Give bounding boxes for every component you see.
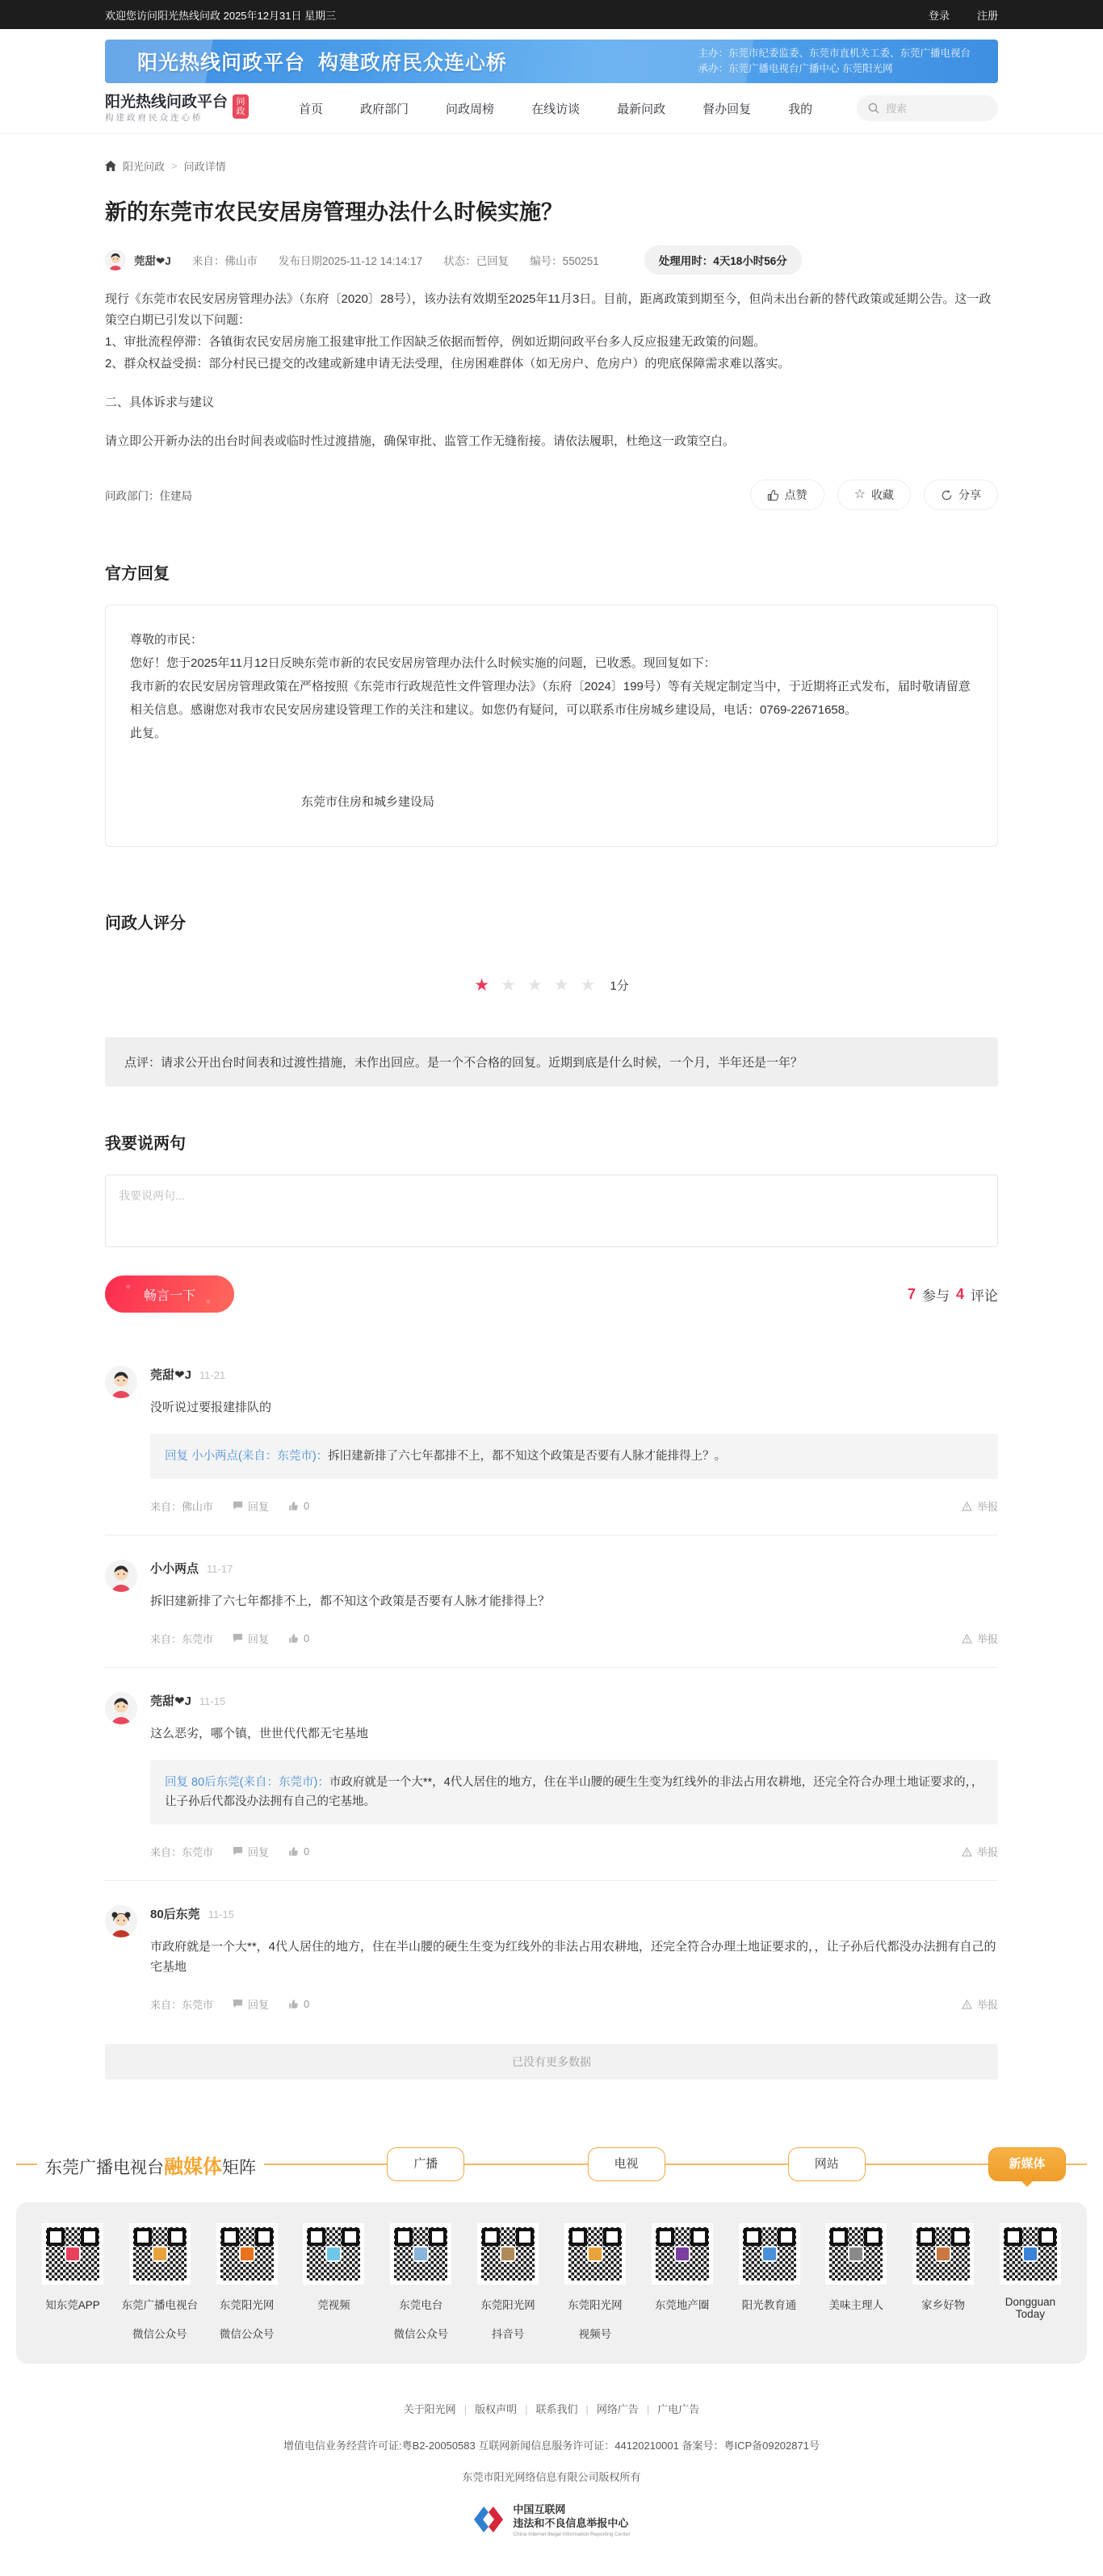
- post-body: [105, 289, 998, 452]
- comment-quote: 回复 小小两点(来自：东莞市)：拆旧建新排了六七年都排不上，都不知这个政策是否要有人脉才能排得上？。: [150, 1434, 998, 1479]
- thumb-up-icon: [288, 1633, 299, 1644]
- post-paragraph: 1、审批流程停滞：各镇街农民安居房施工报建审批工作因缺乏依据而暂停，例如近期问政平台多人反应报建无政策的问题。: [105, 335, 766, 349]
- footer-link-copyright-notice[interactable]: | 版权声明: [456, 2401, 517, 2416]
- divider: [665, 2163, 788, 2165]
- comments-label: 评论: [971, 1288, 998, 1304]
- comment-date: 11-15: [199, 1695, 226, 1707]
- thumb-up-icon: [288, 1501, 299, 1511]
- nav-item-home[interactable]: 首页: [299, 102, 324, 116]
- footer-link-web-ads[interactable]: | 网络广告: [578, 2401, 639, 2416]
- star-outline-icon: ☆: [853, 488, 866, 501]
- nav-item-supervised-replies[interactable]: 督办回复: [702, 102, 752, 116]
- comment-text: 这么恶劣，哪个镇，世世代代都无宅基地: [150, 1727, 369, 1740]
- matrix-tab-radio[interactable]: 广播: [387, 2147, 464, 2181]
- comment-from: 来自：东莞市: [150, 1999, 214, 2011]
- qr-code: [42, 2223, 103, 2285]
- qr-item: 美味主理人: [816, 2223, 896, 2346]
- commenter-name: 小小两点: [150, 1562, 199, 1576]
- qr-item: 家乡好物: [903, 2223, 983, 2346]
- commenter-avatar: [105, 1692, 137, 1724]
- report-center-logo-icon: [472, 2502, 505, 2537]
- logo-title: 阳光热线问政平台: [105, 93, 229, 111]
- footer-link-contact[interactable]: | 联系我们: [517, 2401, 577, 2416]
- qr-item: 东莞阳光网 微信公众号: [207, 2223, 287, 2346]
- qr-code: [739, 2223, 800, 2285]
- footer-copyright: 东莞市阳光网络信息有限公司版权所有: [462, 2471, 641, 2483]
- matrix-tab-website[interactable]: 网站: [788, 2147, 866, 2181]
- quote-reply-link[interactable]: 回复 80后东莞(来自：东莞市)：: [165, 1776, 329, 1789]
- comment-like-button[interactable]: 0: [288, 1632, 309, 1644]
- comment-date: 11-21: [199, 1369, 226, 1381]
- comments-count: 4: [955, 1285, 964, 1302]
- qr-code: [912, 2223, 974, 2285]
- processing-duration-badge: 处理用时：4天18小时56分: [644, 245, 802, 274]
- author-avatar: [105, 249, 126, 270]
- post-paragraph: 2、群众权益受损：部分村民已提交的改建或新建申请无法受理，住房困难群体（如无房户、危房户）的兜底保障需求难以落实。: [105, 357, 791, 371]
- breadcrumb-current: 问政详情: [183, 161, 226, 173]
- register-link[interactable]: 注册: [976, 9, 998, 22]
- qr-item: 东莞地产圈: [642, 2223, 723, 2346]
- participants-label: 参与: [921, 1288, 950, 1304]
- qr-code: [390, 2223, 451, 2285]
- search-icon: [868, 103, 879, 114]
- media-matrix-title: 东莞广播电视台融媒体矩阵: [45, 2155, 256, 2178]
- breadcrumb-home[interactable]: 阳光问政: [123, 161, 166, 173]
- logo-subtitle: 构建政府民众连心桥: [105, 112, 203, 123]
- comment-stats: [908, 1284, 998, 1305]
- comment-item: [105, 1905, 998, 2033]
- report-center-line1: 中国互联网: [513, 2503, 566, 2515]
- commenter-name: 莞甜❤J: [150, 1694, 191, 1708]
- qr-code: [216, 2223, 278, 2285]
- comments-list: [105, 1366, 998, 2033]
- thumb-up-icon: [288, 1846, 299, 1857]
- post-paragraph: 现行《东莞市农民安居房管理办法》（东府〔2020〕28号），该办法有效期至2025年11月3日。目前，距离政策到期至今，但尚未出台新的替代政策或延期公告。这一政策空白期已引发以下问题：: [105, 292, 992, 327]
- rating-star: ★: [474, 976, 490, 995]
- breadcrumb-separator: >: [171, 160, 178, 172]
- matrix-tab-tv[interactable]: 电视: [588, 2147, 665, 2181]
- qr-code: [564, 2223, 626, 2285]
- rating-score-label: 1分: [610, 979, 629, 993]
- qr-item: 东莞阳光网 抖音号: [468, 2223, 548, 2346]
- comment-from: 来自：东莞市: [150, 1846, 214, 1858]
- nav-item-mine[interactable]: 我的: [788, 102, 813, 116]
- qr-item: Dongguan Today: [990, 2223, 1071, 2346]
- footer-links: [0, 2401, 1103, 2416]
- reply-line: 我市新的农民安居房管理政策在严格按照《东莞市行政规范性文件管理办法》（东府〔2024〕199号）等有关规定制定当中，于近期将正式发布，届时敬请留意相关信息。感谢您对我市农民安居房建设管理工作的关注和建议。如您仍有疑问，可以联系市住房城乡建设局，电话：0769-22671658。: [130, 680, 971, 717]
- comment-quote: 回复 80后东莞(来自：东莞市)：市政府就是一个大**，4代人居住的地方，住在半山腰的硬生生变为红线外的非法占用农耕地，还完全符合办理土地证要求的，，让子孙后代都没办法拥有自己的宅基地。: [150, 1760, 998, 1824]
- matrix-tab-new-media[interactable]: 新媒体: [988, 2147, 1066, 2181]
- qr-item: 东莞广播电视台 微信公众号: [120, 2223, 200, 2346]
- comment-item: [105, 1366, 998, 1535]
- favorite-button[interactable]: ☆ 收藏: [837, 480, 911, 510]
- post-status: 状态：已回复: [443, 255, 510, 267]
- nav-item-interviews[interactable]: 在线访谈: [531, 102, 581, 116]
- nav-item-latest[interactable]: 最新问政: [617, 102, 666, 116]
- reply-line: 尊敬的市民：: [130, 633, 203, 647]
- comment-reply-button[interactable]: 回复: [233, 1498, 269, 1514]
- comment-report-button[interactable]: 举报: [962, 1844, 998, 1859]
- commenter-avatar: [105, 1905, 137, 1937]
- divider: [1066, 2163, 1087, 2165]
- reply-bubble-icon: [233, 1633, 243, 1644]
- thumb-up-icon: [767, 489, 779, 501]
- qr-code: [1000, 2223, 1061, 2285]
- divider: [264, 2163, 387, 2165]
- author-name: 莞甜❤J: [134, 255, 171, 267]
- search-box[interactable]: [857, 95, 998, 121]
- comment-report-button[interactable]: 举报: [962, 1498, 998, 1514]
- comment-from: 来自：佛山市: [150, 1501, 214, 1513]
- post-paragraph: 请立即公开新办法的出台时间表或临时性过渡措施，确保审批、监管工作无缝衔接。请依法履职，杜绝这一政策空白。: [105, 434, 736, 448]
- share-button[interactable]: 分享: [924, 480, 998, 510]
- comment-like-button[interactable]: 0: [288, 1845, 309, 1858]
- commenter-avatar: [105, 1366, 137, 1398]
- divider: [464, 2163, 587, 2165]
- divider: [16, 2163, 37, 2165]
- qr-code: [129, 2223, 191, 2285]
- divider: [866, 2163, 988, 2165]
- report-warning-icon: [962, 2000, 972, 2009]
- post-from: 来自：佛山市: [191, 255, 258, 267]
- main-navigation: [0, 83, 1103, 134]
- commenter-avatar: [105, 1560, 137, 1592]
- footer-link-about[interactable]: 关于阳光网: [403, 2403, 456, 2415]
- comment-input[interactable]: [105, 1175, 998, 1247]
- comment-reply-button[interactable]: 回复: [233, 1844, 269, 1859]
- welcome-text: 欢迎您访问阳光热线问政 2025年12月31日 星期三: [105, 9, 337, 22]
- reply-bubble-icon: [233, 1999, 243, 2009]
- commenter-name: 80后东莞: [150, 1908, 200, 1921]
- nav-item-departments[interactable]: 政府部门: [360, 102, 409, 116]
- reply-signature: 东莞市住房和城乡建设局: [301, 795, 435, 809]
- comment-text: 拆旧建新排了六七年都排不上，都不知这个政策是否要有人脉才能排得上？: [150, 1594, 551, 1608]
- report-warning-icon: [962, 1847, 972, 1857]
- report-warning-icon: [962, 1502, 972, 1511]
- site-logo[interactable]: [105, 94, 249, 123]
- rating-stars: [105, 975, 998, 995]
- post-paragraph: 二、具体诉求与建议: [105, 396, 215, 409]
- comment-like-button[interactable]: 0: [288, 1998, 309, 2010]
- post-number: 编号：550251: [530, 255, 599, 267]
- rating-star: ★: [526, 976, 543, 995]
- qr-code: [477, 2223, 539, 2285]
- qr-code-panel: [16, 2202, 1087, 2364]
- share-icon: [941, 489, 953, 501]
- comment-report-button[interactable]: 举报: [962, 1631, 998, 1646]
- qr-item: 知东莞APP: [32, 2223, 113, 2346]
- logo-badge: 问政: [233, 94, 249, 119]
- comment-text: 市政府就是一个大**，4代人居住的地方，住在半山腰的硬生生变为红线外的非法占用农耕地，还完全符合办理土地证要求的，，让子孙后代都没办法拥有自己的宅基地: [150, 1940, 996, 1974]
- top-utility-bar: [0, 0, 1103, 29]
- reply-line: 此复。: [130, 727, 167, 740]
- comment-text: 没听说过要报建排队的: [150, 1401, 272, 1414]
- rating-heading: 问政人评分: [105, 915, 186, 932]
- qr-item: 莞视频: [293, 2223, 374, 2346]
- report-center-badge[interactable]: [0, 2502, 1103, 2576]
- official-reply-heading: 官方回复: [105, 565, 170, 583]
- report-center-line2: 违法和不良信息举报中心: [513, 2516, 629, 2529]
- inquiry-department: 问政部门：住建局: [105, 490, 192, 502]
- login-link[interactable]: 登录: [928, 9, 950, 22]
- comment-like-button[interactable]: 0: [288, 1500, 309, 1512]
- comment-from: 来自：东莞市: [150, 1633, 214, 1645]
- qr-code: [303, 2223, 364, 2285]
- comment-item: [105, 1560, 998, 1668]
- post-publish-date: 发布日期2025-11-12 14:14:17: [278, 255, 423, 267]
- commenter-name: 莞甜❤J: [150, 1368, 191, 1382]
- like-button[interactable]: 点赞: [750, 480, 824, 510]
- page-title: 新的东莞市农民安居房管理办法什么时候实施？: [105, 200, 563, 224]
- submit-comment-button[interactable]: 畅言一下: [105, 1275, 234, 1313]
- page-footer: [0, 2401, 1103, 2576]
- qr-item: 东莞阳光网 视频号: [555, 2223, 635, 2346]
- comment-form-heading: 我要说两句: [105, 1135, 186, 1153]
- comment-report-button[interactable]: 举报: [962, 1996, 998, 2012]
- nav-item-weekly-rank[interactable]: 问政周榜: [446, 102, 495, 116]
- breadcrumb: [105, 158, 998, 174]
- search-input[interactable]: [886, 103, 975, 115]
- banner-title: 阳光热线问政平台 构建政府民众连心桥: [137, 52, 507, 74]
- reply-bubble-icon: [233, 1501, 243, 1511]
- comment-date: 11-17: [207, 1563, 233, 1575]
- comment-item: [105, 1692, 998, 1881]
- home-icon: [105, 161, 116, 171]
- qr-item: 阳光教育通: [729, 2223, 810, 2346]
- rating-star: ★: [580, 976, 596, 995]
- rating-review-box: 点评：请求公开出台时间表和过渡性措施，未作出回应。是一个不合格的回复。近期到底是什么时候，一个月，半年还是一年？: [105, 1037, 998, 1087]
- qr-item: 东莞电台 微信公众号: [380, 2223, 461, 2346]
- rating-star: ★: [501, 976, 516, 995]
- quote-reply-link[interactable]: 回复 小小两点(来自：东莞市)：: [165, 1450, 329, 1463]
- banner-hosts: 主办：东莞市纪委监委、东莞市直机关工委、东莞广播电视台 承办：东莞广播电视台广播中心 东莞阳光网: [698, 48, 971, 74]
- rating-star: ★: [553, 976, 569, 995]
- platform-banner: [105, 40, 998, 83]
- report-warning-icon: [962, 1634, 972, 1644]
- qr-code: [825, 2223, 887, 2285]
- reply-line: 您好！您于2025年11月12日反映东莞市新的农民安居房管理办法什么时候实施的问题，已收悉。现回复如下：: [130, 656, 716, 670]
- footer-license: 增值电信业务经营许可证:粤B2-20050583 互联网新闻信息服务许可证：44120210001 备案号：粤ICP备09202871号: [283, 2440, 820, 2452]
- post-meta: [105, 245, 998, 274]
- media-matrix-section: [16, 2147, 1087, 2364]
- footer-link-broadcast-ads[interactable]: | 广电广告: [639, 2401, 699, 2416]
- thumb-up-icon: [288, 1999, 299, 2009]
- official-reply-box: [105, 605, 998, 847]
- report-center-english: China Internet Illegal Information Reporting Center: [513, 2531, 631, 2537]
- no-more-data-bar: 已没有更多数据: [105, 2044, 998, 2080]
- comment-reply-button[interactable]: 回复: [233, 1996, 269, 2012]
- comment-reply-button[interactable]: 回复: [233, 1631, 269, 1646]
- reply-bubble-icon: [233, 1846, 243, 1857]
- qr-code: [652, 2223, 713, 2285]
- comment-date: 11-15: [208, 1908, 234, 1920]
- participants-count: 7: [907, 1285, 916, 1302]
